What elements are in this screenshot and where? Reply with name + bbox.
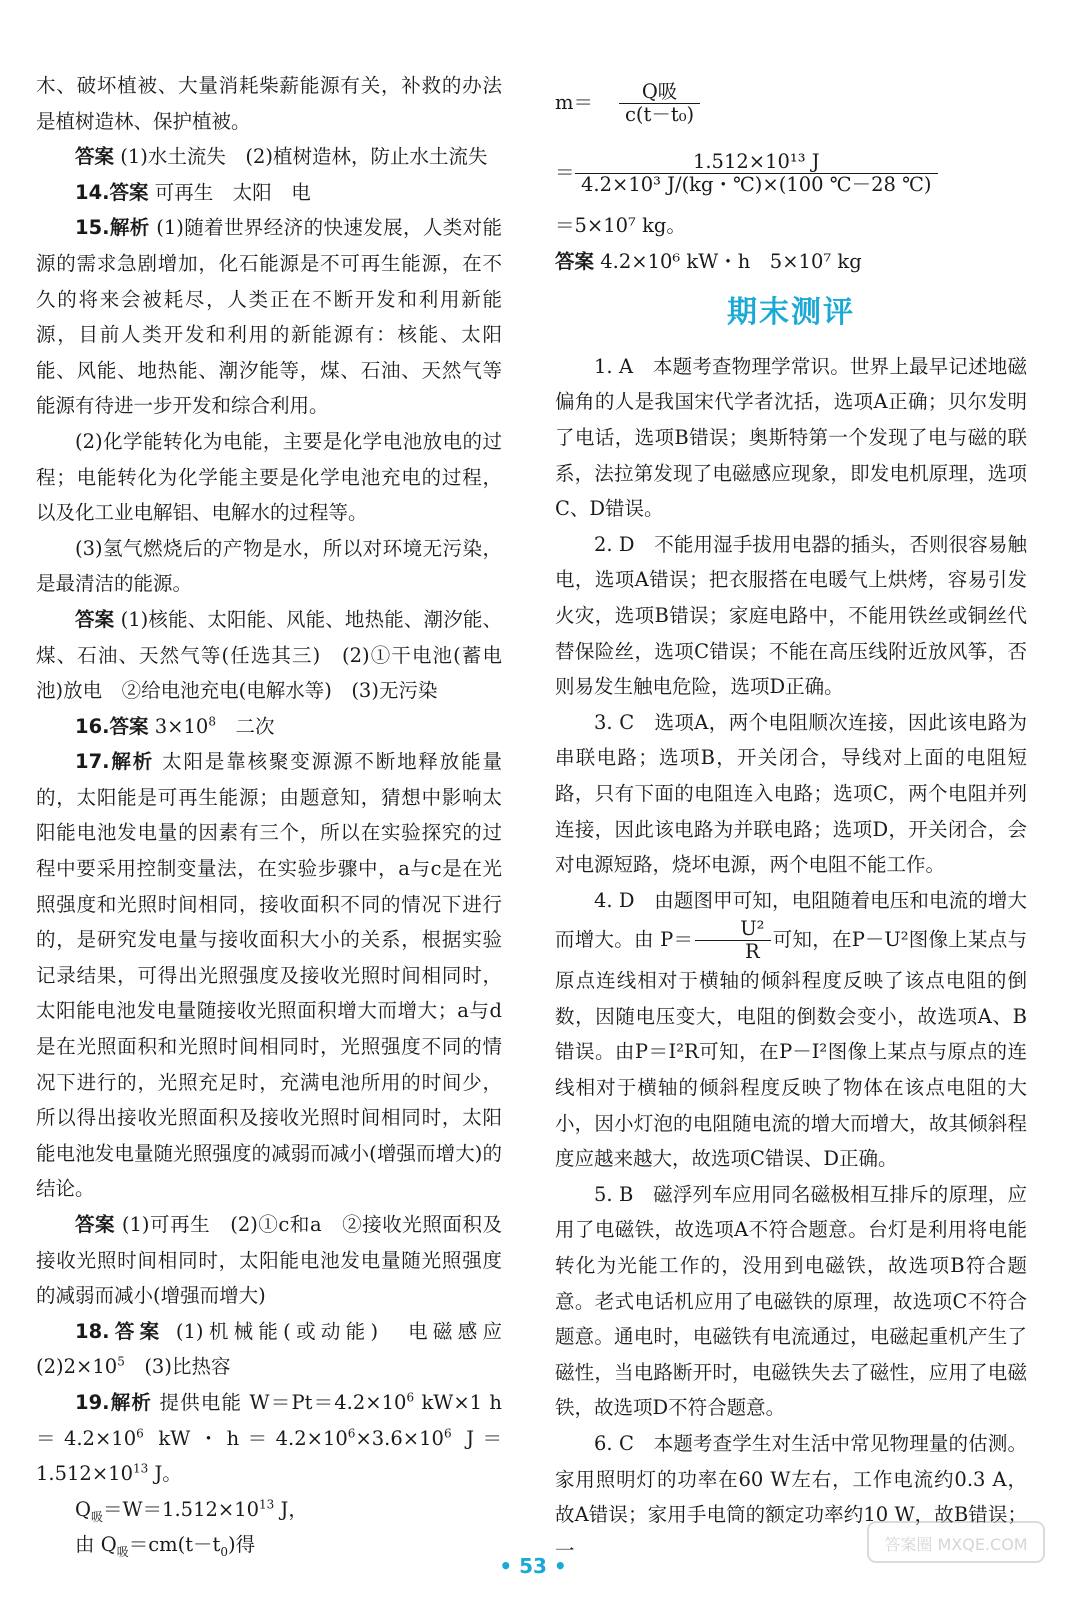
analysis-19: 19.解析 提供电能 $W=Pt=4.2\times 10^6$ kW×1 $h=4.2\times 10^6$ kW・$h=4.2\times 10^6\times 3.6\times 10^6$ $J=1.512\times 10^{13}$ J。 bbox=[36, 1390, 503, 1486]
watermark-text: 答案圈 MXQE.COM bbox=[884, 1535, 1028, 1554]
page-number: • 53 • bbox=[499, 1554, 567, 1578]
watermark-logo bbox=[866, 1520, 1046, 1590]
left-column bbox=[36, 68, 522, 1563]
answer-19: 答案 4.2×10⁶ kW・h 5×10⁷ kg bbox=[555, 249, 862, 273]
section-title: 期末测评 bbox=[727, 295, 855, 331]
solution-5: 5. B 磁浮列车应用同名磁极相互排斥的原理，应用了电磁铁，故选项A不符合题意。台灯是利用将电能转化为光能工作的，没用到电磁铁，故选项B符合题意。老式电话机应用了电磁铁的原理，故选项C不符合题意。通电时，电磁铁有电流通过，电磁起重机产生了磁性，当电路断开时，电磁铁失去了磁性，应用了电磁铁，故选项D不符合题意。 bbox=[555, 1182, 1027, 1420]
answer-16: 16.答案 $3\times 10^8$ 二次 bbox=[75, 714, 275, 738]
solution-3: 3. C 选项A，两个电阻顺次连接，因此该电路为串联电路；选项B，开关闭合，导线对上面的电阻短路，只有下面的电阻连入电路；选项C，两个电阻并列连接，因此该电路为并联电路；选项D，开关闭合，会对电源短路，烧坏电源，两个电阻不能工作。 bbox=[555, 710, 1027, 877]
equation-result: ＝5×10⁷ kg。 bbox=[555, 214, 686, 237]
answer-13: 答案 (1)水土流失 (2)植树造林，防止水土流失 bbox=[75, 145, 488, 169]
fraction: $\frac{\text{1.512×10¹³ J}}{\text{4.2×10³ J/(kg・℃)×(100 ℃－28 ℃)}}$ bbox=[575, 151, 938, 196]
solution-2: 2. D 不能用湿手拔用电器的插头，否则很容易触电，选项A错误；把衣服搭在电暖气上烘烤，容易引发火灾，选项B错误；家庭电路中，不能用铁丝或铜丝代替保险丝，选项C错误；不能在高压线附近放风筝，否则易发生触电危险，选项D正确。 bbox=[555, 532, 1027, 699]
fraction: $\frac{\text{U²}}{R}$ bbox=[695, 918, 770, 963]
answer-15: 答案 (1)核能、太阳能、风能、地热能、潮汐能、煤、石油、天然气等(任选其三) (2)①干电池(蓄电池)放电 ②给电池充电(电解水等) (3)无污染 bbox=[36, 607, 502, 703]
equation-line: $Q_吸=W=1.512\times 10^{13}$ J， bbox=[75, 1497, 308, 1524]
solution-4: 4. D 由题图甲可知，电阻随着电压和电流的增大而增大。由 P＝ $\frac{\text{U²}}{R}$ 可知，在P－U²图像上某点与原点连线相对于横轴的倾斜程度反映了该点电阻的倒数，因随电压变大，电阻的倒数会变小，故选项A、B错误。由P＝I²R可知，在P－I²图像上某点与原点的连线相对于横轴的倾斜程度反映了物体在该点电阻的大小，因小灯泡的电阻随电流的增大而增大，故其倾斜程度应越来越大，故选项C错误、D正确。 bbox=[555, 888, 1027, 1171]
fraction: $\frac{\text{Q吸}}{\text{c(t－t₀)}}$ bbox=[619, 81, 700, 126]
equation-lhs: ＝ bbox=[555, 161, 575, 185]
answer-14: 14.答案 可再生 太阳 电 bbox=[75, 180, 311, 204]
equation-substitution bbox=[555, 138, 1027, 208]
equation-mass bbox=[555, 68, 1027, 138]
paragraph: (2)化学能转化为电能，主要是化学电池放电的过程；电能转化为化学能主要是化学电池充电的过程，以及化工业电解铝、电解水的过程等。 bbox=[36, 429, 502, 525]
right-column bbox=[555, 68, 1027, 1568]
analysis-15: 15.解析 (1)随着世界经济的快速发展，人类对能源的需求急剧增加，化石能源是不可再生能源，在不久的将来会被耗尽，人类正在不断开发和利用新能源，目前人类开发和利用的新能源有：核能、太阳能、风能、地热能、潮汐能等，煤、石油、天然气等能源有待进一步开发和综合利用。 bbox=[36, 216, 502, 418]
answer-17: 答案 (1)可再生 (2)①c和a ②接收光照面积及接收光照时间相同时，太阳能电池发电量随光照强度的减弱而减小(增强而增大) bbox=[36, 1213, 502, 1308]
analysis-17: 17.解析 太阳是靠核聚变源源不断地释放能量的，太阳能是可再生能源；由题意知，猜想中影响太阳能电池发电量的因素有三个，所以在实验探究的过程中要采用控制变量法，在实验步骤中，a与c是在光照强度和光照时间相同，接收面积不同的情况下进行的，是研究发电量与接收面积大小的关系，根据实验记录结果，可得出光照强度及接收光照时间相同时，太阳能电池发电量随接收光照面积增大而增大；a与d是在光照面积和光照时间相同时，光照强度不同的情况下进行的，光照充足时，充满电池所用的时间少，所以得出接收光照面积及接收光照时间相同时，太阳能电池发电量随光照强度的减弱而减小(增强而增大)的结论。 bbox=[36, 750, 502, 1201]
equation-line: 由 $Q_吸=cm(t-t_0)$得 bbox=[75, 1533, 256, 1560]
equation-lhs: m＝ bbox=[555, 91, 593, 115]
paragraph: (3)氢气燃烧后的产物是水，所以对环境无污染，是最清洁的能源。 bbox=[36, 536, 502, 596]
solution-6: 6. C 本题考查学生对生活中常见物理量的估测。家用照明灯的功率在60 W左右，工作电流约0.3 A，故A错误；家用手电筒的额定功率约10 W，故B错误；一 bbox=[555, 1432, 1027, 1562]
paragraph: 木、破坏植被、大量消耗柴薪能源有关，补救的办法是植树造林、保护植被。 bbox=[36, 74, 502, 133]
answer-18: 18.答案 (1)机械能(或动能) 电磁感应 $(2)2\times 10^5$ (3)比热容 bbox=[36, 1319, 522, 1379]
solution-1: 1. A 本题考查物理学常识。世界上最早记述地磁偏角的人是我国宋代学者沈括，选项A正确；贝尔发明了电话，选项B错误；奥斯特第一个发现了电与磁的联系，法拉第发现了电磁感应现象，即发电机原理，选项C、D错误。 bbox=[555, 354, 1027, 521]
